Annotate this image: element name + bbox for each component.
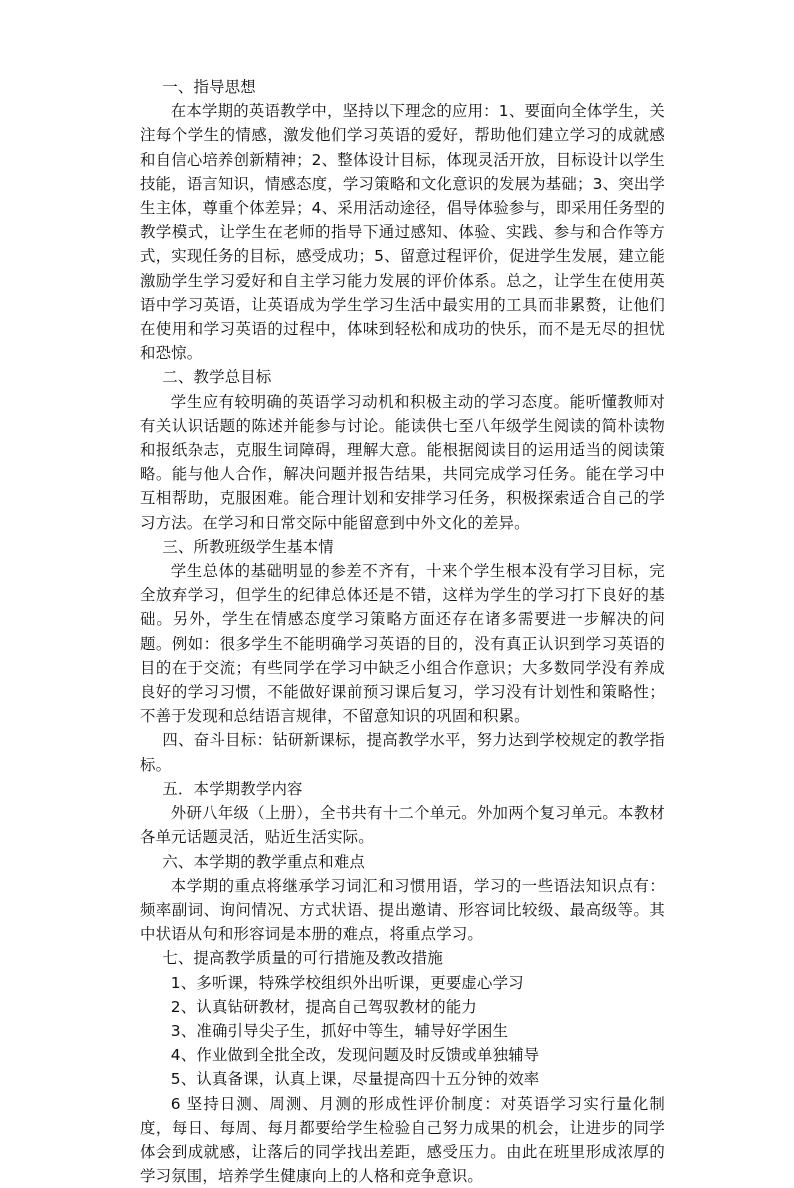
section-heading-guiding-thought: 一、指导思想	[162, 78, 256, 96]
list-item-measure-6: 6 坚持日测、周测、月测的形成性评价制度：对英语学习实行量化制度，每日、每周、每月都要给学生检验自己努力成果的机会，让进步的同学体会到成就感，让落后的同学找出差距，感受压力。由此在班里形成浓厚的学习氛围，培养学生健康向上的人格和竞争意识。	[140, 1094, 665, 1186]
document-page	[140, 75, 665, 1188]
section-heading-class-situation: 三、所教班级学生基本情	[162, 537, 334, 556]
section-heading-overall-goals: 二、教学总目标	[162, 368, 272, 387]
paragraph-teaching-content: 外研八年级（上册），全书共有十二个单元。外加两个复习单元。本教材各单元话题灵活，贴近生活实际。	[140, 804, 665, 847]
section-heading-measures: 七、提高教学质量的可行措施及教改措施	[162, 949, 443, 968]
section-heading-key-points: 六、本学期的教学重点和难点	[162, 852, 366, 871]
list-item-measure-2: 2、认真钻研教材，提高自己驾驭教材的能力	[170, 997, 478, 1016]
list-item-measure-3: 3、准确引导尖子生，抓好中等生，辅导好学困生	[170, 1021, 509, 1040]
list-item-measure-4: 4、作业做到全批全改，发现问题及时反馈或单独辅导	[170, 1046, 540, 1065]
paragraph-guiding-thought: 在本学期的英语教学中，坚持以下理念的应用：1、要面向全体学生，关注每个学生的情感，激发他们学习英语的爱好，帮助他们建立学习的成就感和自信心培养创新精神；2、整体设计目标，体现灵活开放，目标设计以学生技能，语言知识，情感态度，学习策略和文化意识的发展为基础；3、突出学生主体，尊重个体差异；4、采用活动途径，倡导体验参与，即采用任务型的教学模式，让学生在老师的指导下通过感知、体验、实践、参与和合作等方式，实现任务的目标，感受成功；5、留意过程评价，促进学生发展，建立能激励学生学习爱好和自主学习能力发展的评价体系。总之，让学生在使用英语中学习英语，让英语成为学生学习生活中最实用的工具而非累赘，让他们在使用和学习英语的过程中，体味到轻松和成功的快乐，而不是无尽的担忧和恐惊。	[140, 102, 665, 363]
paragraph-key-points: 本学期的重点将继承学习词汇和习惯用语，学习的一些语法知识点有：频率副词、询问情况、方式状语、提出邀请、形容词比较级、最高级等。其中状语从句和形容词是本册的难点，将重点学习。	[140, 876, 665, 944]
section-heading-teaching-content: 五．本学期教学内容	[162, 779, 303, 798]
list-item-measure-5: 5、认真备课，认真上课，尽量提高四十五分钟的效率	[170, 1070, 540, 1089]
paragraph-overall-goals: 学生应有较明确的英语学习动机和积极主动的学习态度。能听懂教师对有关认识话题的陈述并能参与讨论。能读供七至八年级学生阅读的简朴读物和报纸杂志，克服生词障碍，理解大意。能根据阅读目的运用适当的阅读策略。能与他人合作，解决问题并报告结果，共同完成学习任务。能在学习中互相帮助，克服困难。能合理计划和安排学习任务，积极探索适合自己的学习方法。在学习和日常交际中能留意到中外文化的差异。	[140, 392, 665, 532]
list-item-measure-1: 1、多听课，特殊学校组织外出听课，更要虚心学习	[170, 973, 524, 992]
section-heading-targets: 四、奋斗目标：钻研新课标，提高教学水平，努力达到学校规定的教学指标。	[140, 731, 665, 774]
paragraph-class-situation: 学生总体的基础明显的参差不齐有，十来个学生根本没有学习目标，完全放弃学习，但学生的纪律总体还是不错，这样为学生的学习打下良好的基础。另外，学生在情感态度学习策略方面还存在诸多需要进一步解决的问题。例如：很多学生不能明确学习英语的目的，没有真正认识到学习英语的目的在于交流；有些同学在学习中缺乏小组合作意识；大多数同学没有养成良好的学习习惯，不能做好课前预习课后复习，学习没有计划性和策略性；不善于发现和总结语言规律，不留意知识的巩固和积累。	[140, 562, 665, 726]
